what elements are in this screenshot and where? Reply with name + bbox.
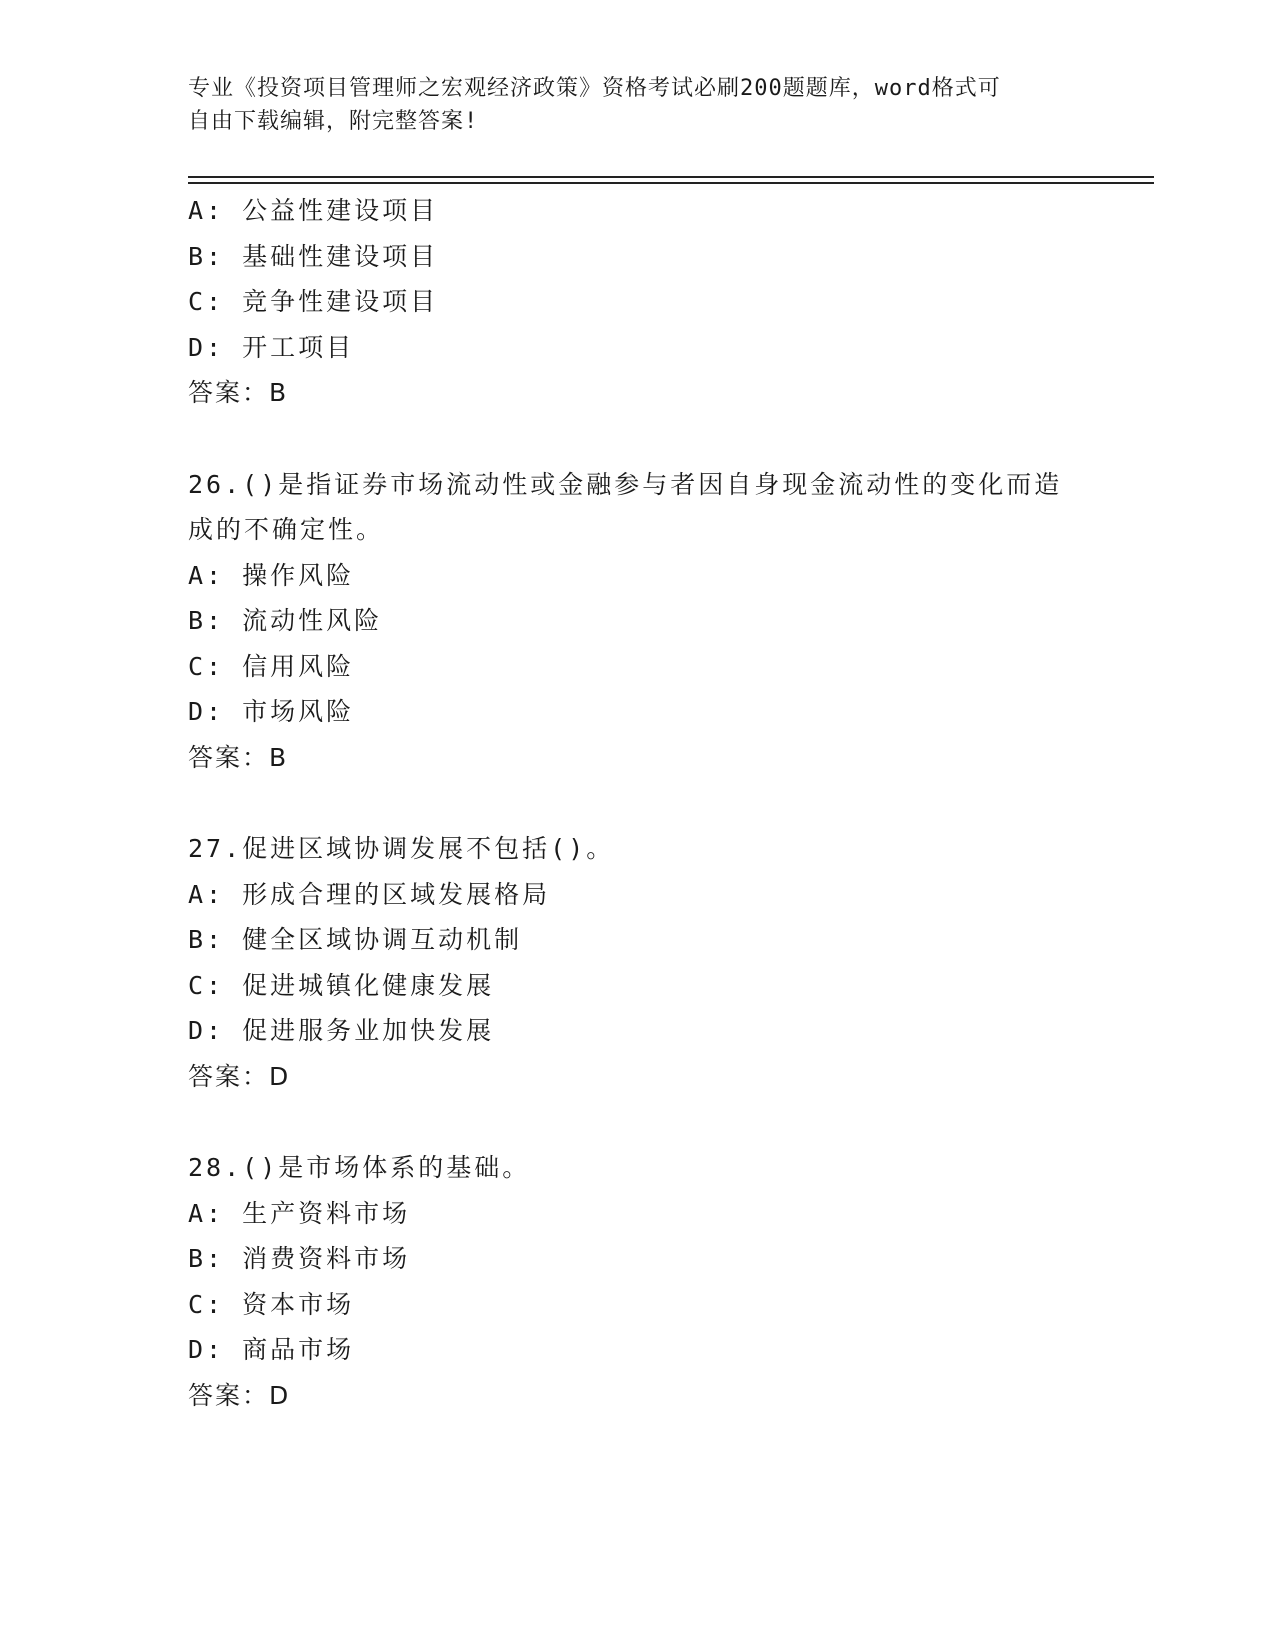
question-28 <box>188 1145 1088 1418</box>
answer: 答案：B <box>188 742 289 772</box>
option-a: A: 生产资料市场 <box>188 1198 411 1228</box>
header-divider-bottom <box>188 182 1154 184</box>
option-b: B: 流动性风险 <box>188 606 383 635</box>
question-27 <box>188 826 1088 1099</box>
option-b: B: 基础性建设项目 <box>188 241 439 271</box>
question-list <box>188 188 1088 1464</box>
header-line-1: 专业《投资项目管理师之宏观经济政策》资格考试必刷200题题库，word格式可 <box>188 76 1001 101</box>
question-26 <box>188 462 1088 781</box>
header-line-2: 自由下载编辑，附完整答案! <box>188 109 479 134</box>
option-c: C: 信用风险 <box>188 651 355 681</box>
question-stem: 26.()是指证券市场流动性或金融参与者因自身现金流动性的变化而造 <box>188 469 1063 499</box>
option-a: A: 形成合理的区域发展格局 <box>188 879 551 909</box>
option-c: C: 促进城镇化健康发展 <box>188 970 495 1000</box>
option-d: D: 开工项目 <box>188 332 355 362</box>
question-25-partial <box>188 188 1088 416</box>
option-c: C: 资本市场 <box>188 1289 355 1319</box>
answer: 答案：B <box>188 378 289 407</box>
option-a: A: 公益性建设项目 <box>188 196 439 225</box>
header-divider-top <box>188 176 1154 178</box>
option-d: D: 促进服务业加快发展 <box>188 1016 495 1045</box>
option-b: B: 消费资料市场 <box>188 1244 411 1273</box>
question-stem: 27.促进区域协调发展不包括()。 <box>188 834 615 863</box>
question-stem-continued: 成的不确定性。 <box>188 515 385 544</box>
option-a: A: 操作风险 <box>188 560 355 590</box>
option-d: D: 市场风险 <box>188 697 355 726</box>
document-header <box>188 72 1088 138</box>
answer: 答案：D <box>188 1061 291 1091</box>
question-stem: 28.()是市场体系的基础。 <box>188 1153 531 1182</box>
option-c: C: 竞争性建设项目 <box>188 287 439 316</box>
option-b: B: 健全区域协调互动机制 <box>188 925 523 954</box>
option-d: D: 商品市场 <box>188 1335 355 1364</box>
answer: 答案：D <box>188 1380 291 1410</box>
